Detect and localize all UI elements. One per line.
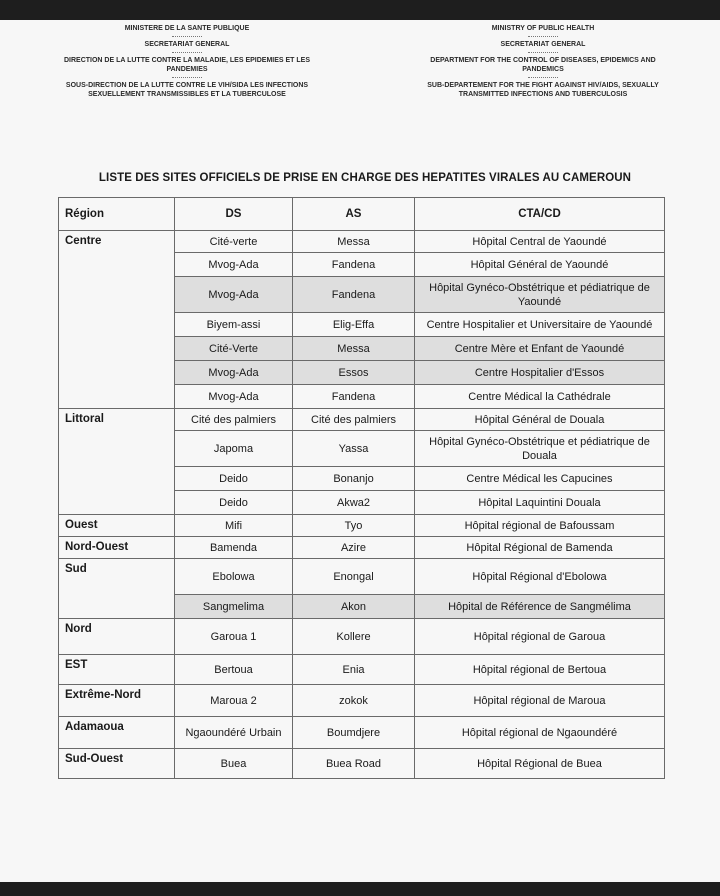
column-header-cta: CTA/CD	[415, 198, 665, 231]
as-cell: Messa	[293, 337, 415, 361]
table-row	[59, 655, 665, 685]
separator	[172, 36, 202, 37]
ds-cell: Biyem-assi	[175, 313, 293, 337]
ds-cell: Sangmelima	[175, 595, 293, 619]
region-cell: Adamaoua	[59, 717, 175, 749]
cta-cell: Hôpital Général de Yaoundé	[415, 253, 665, 277]
table-body	[59, 231, 665, 779]
ds-cell: Ebolowa	[175, 559, 293, 595]
document-title: LISTE DES SITES OFFICIELS DE PRISE EN CHARGE DES HEPATITES VIRALES AU CAMEROUN	[98, 172, 632, 184]
as-cell: Enongal	[293, 559, 415, 595]
table-row	[59, 515, 665, 537]
as-cell: Fandena	[293, 253, 415, 277]
region-cell: Centre	[59, 231, 175, 409]
as-cell: Tyo	[293, 515, 415, 537]
ds-cell: Bertoua	[175, 655, 293, 685]
cta-cell: Centre Mère et Enfant de Yaoundé	[415, 337, 665, 361]
cta-cell: Hôpital Général de Douala	[415, 409, 665, 431]
document-page	[0, 20, 720, 882]
as-cell: Boumdjere	[293, 717, 415, 749]
table-row	[59, 685, 665, 717]
separator	[528, 36, 558, 37]
ds-cell: Mvog-Ada	[175, 361, 293, 385]
cta-cell: Hôpital Central de Yaoundé	[415, 231, 665, 253]
cta-cell: Hôpital Gynéco-Obstétrique et pédiatrique de Douala	[415, 431, 665, 467]
cta-cell: Hôpital Régional d'Ebolowa	[415, 559, 665, 595]
ds-cell: Japoma	[175, 431, 293, 467]
cta-cell: Hôpital régional de Maroua	[415, 685, 665, 717]
column-header-ds: DS	[175, 198, 293, 231]
as-cell: Fandena	[293, 385, 415, 409]
sub-department-en: SUB-DEPARTEMENT FOR THE FIGHT AGAINST HIV/AIDS, SEXUALLY TRANSMITTED INFECTIONS AND TUBERCULOSIS	[427, 82, 659, 98]
table-row	[59, 537, 665, 559]
ds-cell: Mvog-Ada	[175, 385, 293, 409]
as-cell: Elig-Effa	[293, 313, 415, 337]
table-header-row	[59, 198, 665, 231]
as-cell: Akwa2	[293, 491, 415, 515]
region-cell: Nord	[59, 619, 175, 655]
region-cell: Nord-Ouest	[59, 537, 175, 559]
region-cell: Extrême-Nord	[59, 685, 175, 717]
as-cell: Buea Road	[293, 749, 415, 779]
ds-cell: Ngaoundéré Urbain	[175, 717, 293, 749]
cta-cell: Hôpital régional de Bertoua	[415, 655, 665, 685]
cta-cell: Centre Hospitalier d'Essos	[415, 361, 665, 385]
region-cell: Sud-Ouest	[59, 749, 175, 779]
cta-cell: Hôpital Laquintini Douala	[415, 491, 665, 515]
as-cell: zokok	[293, 685, 415, 717]
secretariat-en: SECRETARIAT GENERAL	[500, 41, 586, 48]
cta-cell: Hôpital de Référence de Sangmélima	[415, 595, 665, 619]
region-cell: EST	[59, 655, 175, 685]
ds-cell: Mifi	[175, 515, 293, 537]
as-cell: Bonanjo	[293, 467, 415, 491]
ds-cell: Mvog-Ada	[175, 277, 293, 313]
separator	[172, 77, 202, 78]
cta-cell: Centre Médical les Capucines	[415, 467, 665, 491]
ministry-name-fr: MINISTERE DE LA SANTE PUBLIQUE	[124, 25, 250, 32]
column-header-region: Région	[59, 198, 175, 231]
ds-cell: Cité-verte	[175, 231, 293, 253]
ds-cell: Mvog-Ada	[175, 253, 293, 277]
cta-cell: Hôpital Régional de Bamenda	[415, 537, 665, 559]
as-cell: Azire	[293, 537, 415, 559]
as-cell: Essos	[293, 361, 415, 385]
region-cell: Littoral	[59, 409, 175, 515]
region-cell: Sud	[59, 559, 175, 619]
table-row	[59, 409, 665, 431]
table-row	[59, 559, 665, 595]
department-en: DEPARTMENT FOR THE CONTROL OF DISEASES, EPIDEMICS AND PANDEMICS	[430, 57, 656, 73]
as-cell: Enia	[293, 655, 415, 685]
separator	[528, 77, 558, 78]
table-row	[59, 749, 665, 779]
separator	[528, 52, 558, 53]
ds-cell: Deido	[175, 491, 293, 515]
sites-table	[58, 197, 665, 779]
column-header-as: AS	[293, 198, 415, 231]
as-cell: Kollere	[293, 619, 415, 655]
ds-cell: Cité des palmiers	[175, 409, 293, 431]
ds-cell: Cité-Verte	[175, 337, 293, 361]
cta-cell: Hôpital Gynéco-Obstétrique et pédiatrique de Yaoundé	[415, 277, 665, 313]
ds-cell: Bamenda	[175, 537, 293, 559]
as-cell: Messa	[293, 231, 415, 253]
ds-cell: Maroua 2	[175, 685, 293, 717]
cta-cell: Hôpital régional de Bafoussam	[415, 515, 665, 537]
header-french	[58, 24, 316, 99]
ministry-name-en: MINISTRY OF PUBLIC HEALTH	[491, 25, 595, 32]
table-row	[59, 619, 665, 655]
as-cell: Cité des palmiers	[293, 409, 415, 431]
as-cell: Yassa	[293, 431, 415, 467]
cta-cell: Centre Hospitalier et Universitaire de Yaoundé	[415, 313, 665, 337]
cta-cell: Hôpital régional de Garoua	[415, 619, 665, 655]
region-cell: Ouest	[59, 515, 175, 537]
direction-fr: DIRECTION DE LA LUTTE CONTRE LA MALADIE, LES EPIDEMIES ET LES PANDEMIES	[63, 57, 311, 73]
separator	[172, 52, 202, 53]
ds-cell: Garoua 1	[175, 619, 293, 655]
ds-cell: Buea	[175, 749, 293, 779]
header-english	[414, 24, 672, 99]
cta-cell: Hôpital régional de Ngaoundéré	[415, 717, 665, 749]
as-cell: Akon	[293, 595, 415, 619]
as-cell: Fandena	[293, 277, 415, 313]
cta-cell: Hôpital Régional de Buea	[415, 749, 665, 779]
secretariat-fr: SECRETARIAT GENERAL	[144, 41, 230, 48]
ds-cell: Deido	[175, 467, 293, 491]
sub-direction-fr: SOUS-DIRECTION DE LA LUTTE CONTRE LE VIH/SIDA LES INFECTIONS SEXUELLEMENT TRANSMISSIBLES ET LA TUBERCULOSE	[65, 82, 309, 98]
cta-cell: Centre Médical la Cathédrale	[415, 385, 665, 409]
table-row	[59, 717, 665, 749]
table-row	[59, 231, 665, 253]
